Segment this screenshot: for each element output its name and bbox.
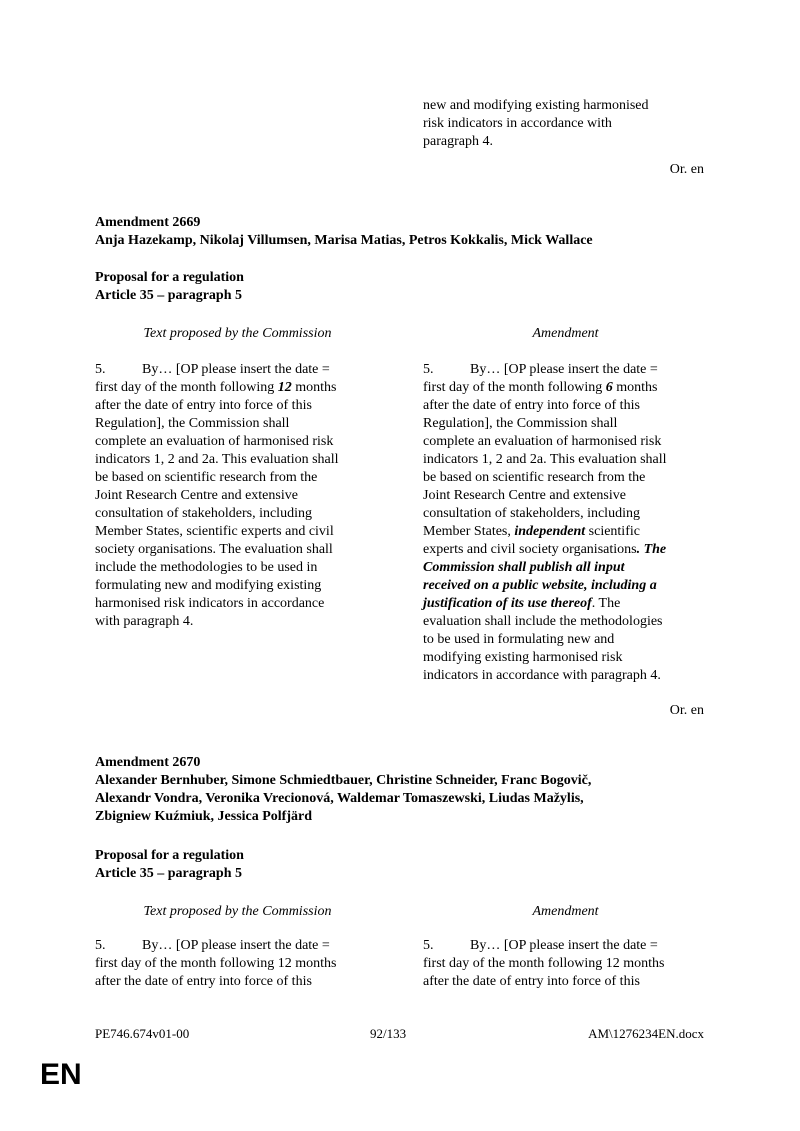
amendment-title: Amendment 2669 — [95, 215, 201, 230]
language-tag: EN — [40, 1058, 82, 1091]
footer-reference: PE746.674v01-00 — [95, 1026, 190, 1041]
column-heading-amendment: Amendment — [532, 326, 599, 341]
amendment-title: Amendment 2670 — [95, 755, 201, 770]
amendment-text: 5. By… [OP please insert the date = first day of the month following 6 months after the date of entry into force of this Regulation], the Commission shall complete an evaluation of harmonised risk indicators 1, 2 and 2a. This evaluation shall be based on scientific research from the Joint Research Centre and extensive consultation of stakeholders, including Member States, independent scientific experts and civil society organisations. The Commission shall publish all input received on a public website, including a justification of its use thereof. The evaluation shall include the methodologies to be used in formulating new and modifying existing harmonised risk indicators in accordance with paragraph 4. — [423, 362, 667, 683]
footer-document-name: AM\1276234EN.docx — [588, 1026, 704, 1041]
continuation-text: new and modifying existing harmonised risk indicators in accordance with paragraph 4. — [423, 98, 649, 149]
language-origin: Or. en — [669, 162, 704, 177]
column-heading-commission: Text proposed by the Commission — [143, 326, 332, 341]
article-reference: Article 35 – paragraph 5 — [95, 288, 242, 303]
column-heading-amendment: Amendment — [532, 904, 599, 919]
amendment-text: 5. By… [OP please insert the date = first day of the month following 12 months after the date of entry into force of this — [423, 938, 665, 989]
proposal-heading: Proposal for a regulation — [95, 270, 244, 285]
language-origin: Or. en — [669, 703, 704, 718]
commission-text: 5. By… [OP please insert the date = first day of the month following 12 months after the date of entry into force of this Regulation], the Commission shall complete an evaluation of harmonised risk indicators 1, 2 and 2a. This evaluation shall be based on scientific research from the Joint Research Centre and extensive consultation of stakeholders, including Member States, scientific experts and civil society organisations. The evaluation shall include the methodologies to be used in formulating new and modifying existing harmonised risk indicators in accordance with paragraph 4. — [95, 362, 339, 629]
proposal-heading: Proposal for a regulation — [95, 848, 244, 863]
footer-page-number: 92/133 — [370, 1026, 407, 1041]
commission-text: 5. By… [OP please insert the date = first day of the month following 12 months after the date of entry into force of this — [95, 938, 337, 989]
amendment-authors: Alexander Bernhuber, Simone Schmiedtbauer, Christine Schneider, Franc Bogovič, Alexandr Vondra, Veronika Vrecionová, Waldemar Tomaszewski, Liudas Mažylis, Zbigniew Kuźmiuk, Jessica Polfjärd — [95, 773, 592, 824]
article-reference: Article 35 – paragraph 5 — [95, 866, 242, 881]
amendment-authors: Anja Hazekamp, Nikolaj Villumsen, Marisa Matias, Petros Kokkalis, Mick Wallace — [95, 233, 593, 248]
column-heading-commission: Text proposed by the Commission — [143, 904, 332, 919]
